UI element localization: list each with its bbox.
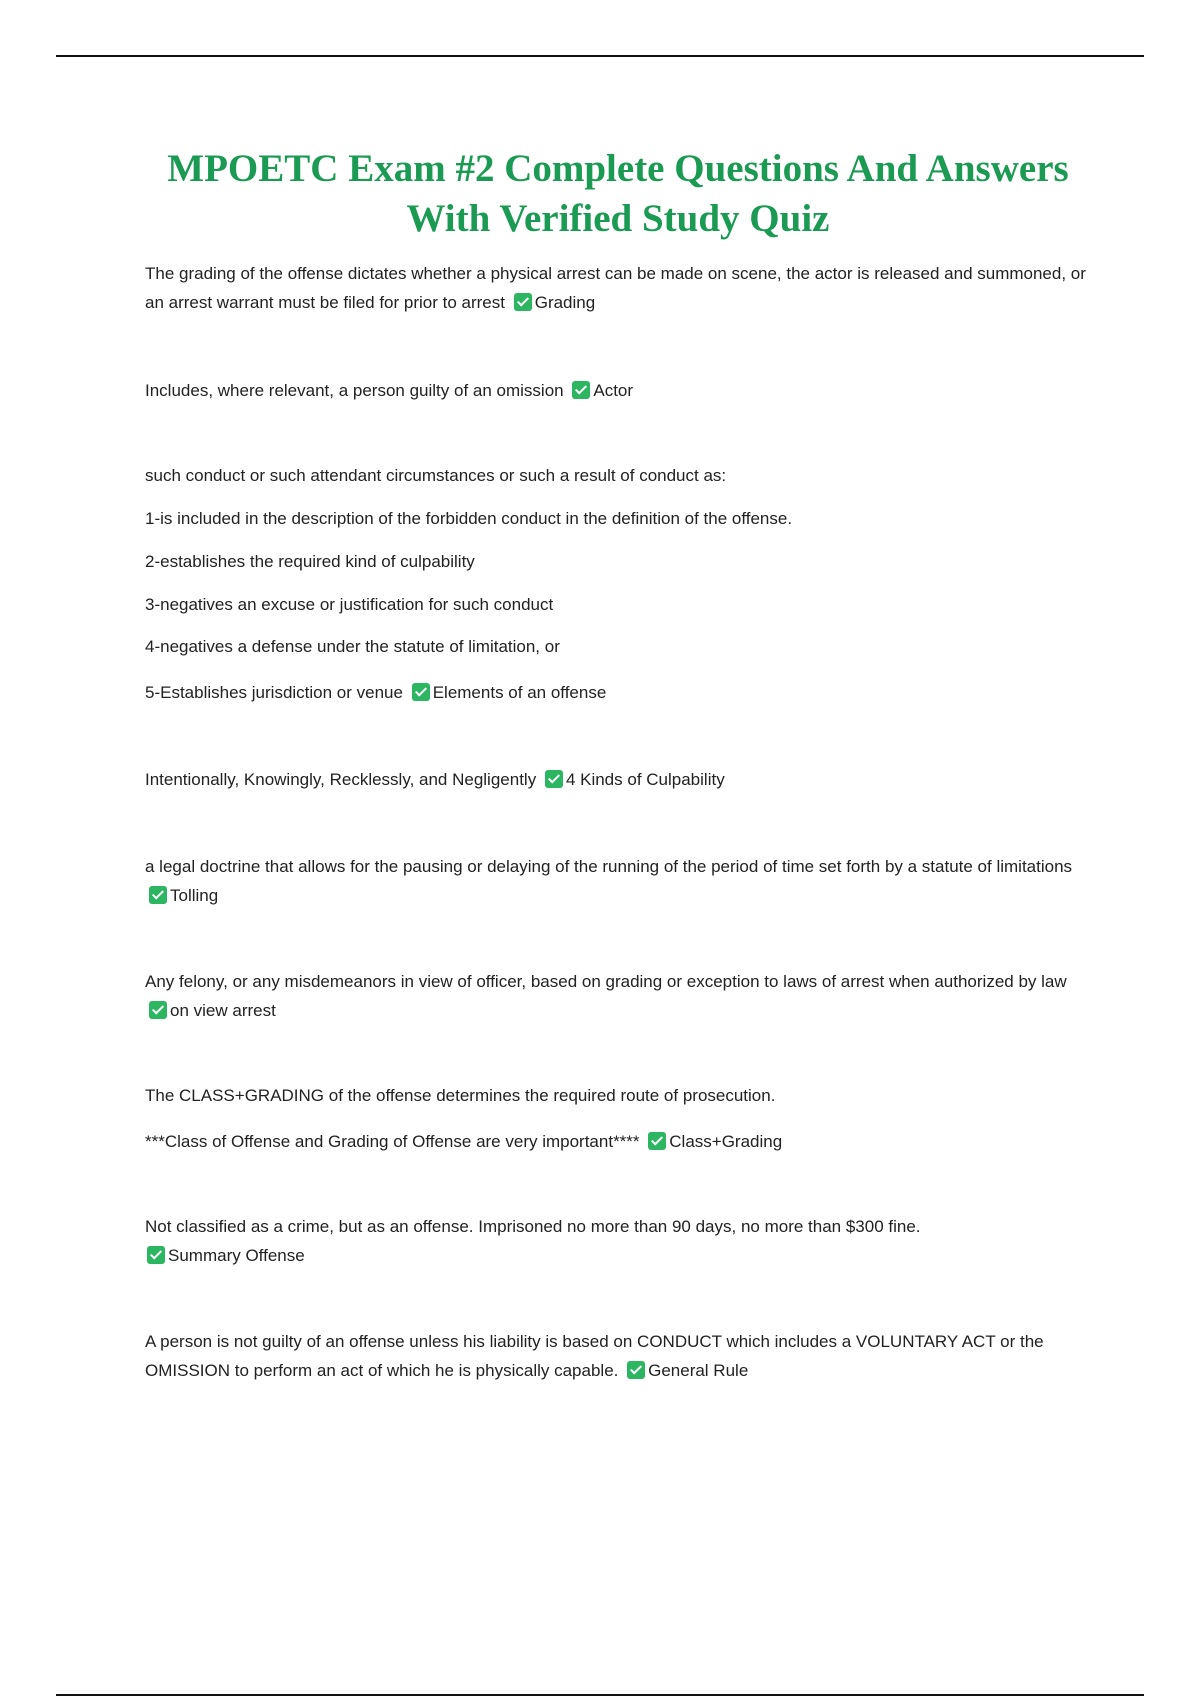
question-text: The grading of the offense dictates whether a physical arrest can be made on scene, the actor is released and summoned, or an arrest warrant must be filed for prior to arrest [145, 264, 1086, 312]
check-box-icon [147, 1246, 165, 1264]
qa-item-class-grading-line [145, 1128, 1095, 1157]
qa-item-general-rule [145, 1328, 1095, 1385]
answer-text: Actor [593, 381, 634, 400]
check-box-icon [412, 683, 430, 701]
question-line: such conduct or such attendant circumstances or such a result of conduct as: [145, 466, 727, 485]
qa-item-elements-line [145, 591, 1095, 620]
qa-item-on-view-arrest [145, 968, 1095, 1025]
qa-item-summary-offense [145, 1213, 1095, 1270]
page-title [120, 144, 1116, 244]
qa-item-tolling [145, 853, 1095, 910]
check-box-icon [545, 770, 563, 788]
qa-item-class-grading-line [145, 1082, 1095, 1111]
check-box-icon [149, 886, 167, 904]
question-text: Intentionally, Knowingly, Recklessly, and Negligently [145, 770, 537, 789]
qa-item-grading [145, 260, 1095, 317]
question-line: The CLASS+GRADING of the offense determines the required route of prosecution. [145, 1086, 776, 1105]
question-line: 4-negatives a defense under the statute of limitation, or [145, 637, 560, 656]
question-text: a legal doctrine that allows for the pausing or delaying of the running of the period of time set forth by a statute of limitations [145, 857, 1073, 876]
qa-item-elements-line [145, 679, 1095, 708]
top-rule [56, 55, 1144, 57]
check-box-icon [149, 1001, 167, 1019]
qa-item-elements-line [145, 505, 1095, 534]
answer-text: on view arrest [170, 1000, 276, 1020]
question-line: 2-establishes the required kind of culpability [145, 552, 475, 571]
answer-text: Tolling [170, 885, 219, 905]
qa-item-elements-line [145, 633, 1095, 662]
answer-text: Summary Offense [168, 1245, 305, 1265]
question-line: 1-is included in the description of the forbidden conduct in the definition of the offense. [145, 509, 793, 528]
question-line: 3-negatives an excuse or justification for such conduct [145, 595, 554, 614]
question-line: ***Class of Offense and Grading of Offense are very important**** [145, 1132, 640, 1151]
bottom-rule [56, 1694, 1144, 1696]
qa-item-culpability [145, 766, 1095, 795]
answer-text: General Rule [648, 1360, 749, 1380]
question-text: A person is not guilty of an offense unless his liability is based on CONDUCT which includes a VOLUNTARY ACT or the OMISSION to perform an act of which he is physically capable. [145, 1332, 1044, 1380]
question-text: Any felony, or any misdemeanors in view of officer, based on grading or exception to laws of arrest when authorized by law [145, 972, 1067, 991]
qa-item-elements-line [145, 548, 1095, 577]
check-box-icon [627, 1361, 645, 1379]
answer-text: 4 Kinds of Culpability [565, 770, 725, 789]
check-box-icon [514, 293, 532, 311]
answer-text: Elements of an offense [432, 683, 607, 702]
title-line-1: MPOETC Exam #2 Complete Questions And Answers [167, 147, 1069, 190]
answer-text: Class+Grading [669, 1132, 783, 1151]
qa-item-elements-line [145, 462, 1095, 491]
answer-text: Grading [534, 292, 596, 312]
question-text: Includes, where relevant, a person guilty of an omission [145, 381, 564, 400]
question-text: Not classified as a crime, but as an offense. Imprisoned no more than 90 days, no more than $300 fine. [145, 1217, 921, 1236]
qa-item-actor [145, 377, 1095, 406]
title-line-2: With Verified Study Quiz [406, 197, 830, 240]
check-box-icon [572, 381, 590, 399]
check-box-icon [648, 1132, 666, 1150]
question-line: 5-Establishes jurisdiction or venue [145, 683, 403, 702]
